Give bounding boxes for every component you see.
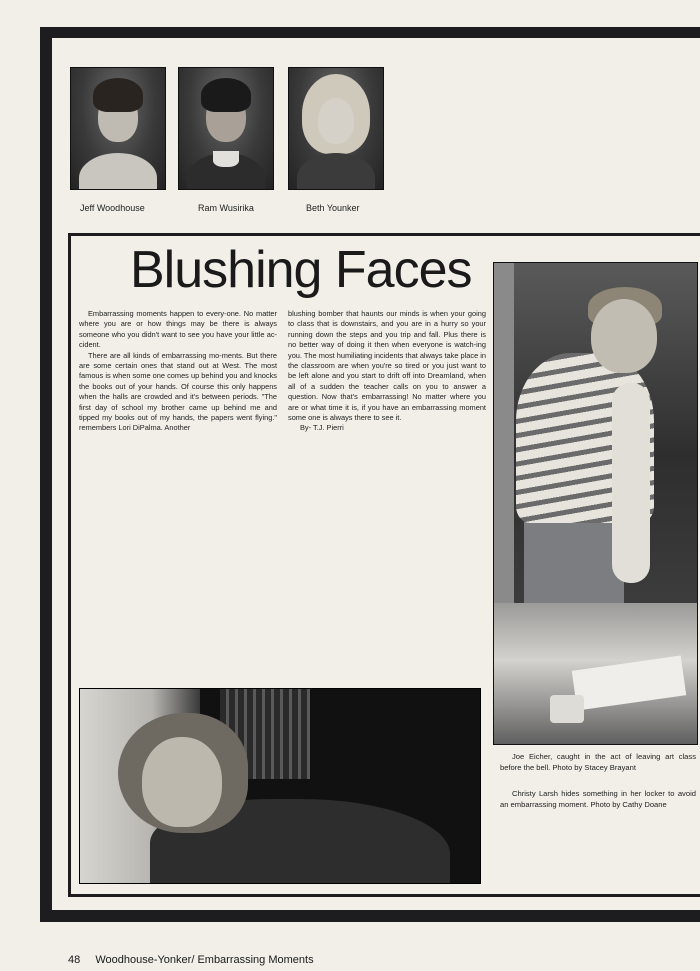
photo-caption: Joe Eicher, caught in the act of leaving art class before the bell. Photo by Stacey Brayant <box>500 752 696 772</box>
portrait-name: Beth Younker <box>306 203 360 213</box>
article-column-1 <box>79 309 277 434</box>
section-title: Woodhouse-Yonker/ Embarrassing Moments <box>95 954 314 966</box>
portrait-name: Jeff Woodhouse <box>80 203 145 213</box>
portrait-photo-3 <box>288 67 384 190</box>
portrait-name: Ram Wusirika <box>198 203 254 213</box>
portrait-photo-1 <box>70 67 166 190</box>
article-paragraph: Embarrassing moments happen to every-one. No matter where you are or how things may be there is always someone who you didn't want to see you have your little ac-cident. <box>79 309 277 350</box>
article-column-2 <box>288 309 486 434</box>
article-headline: Blushing Faces <box>130 241 472 299</box>
article-byline: By- T.J. Pierri <box>300 423 344 433</box>
page-footer <box>68 954 314 966</box>
photo-christy-larsh <box>79 688 481 884</box>
article-paragraph: blushing bomber that haunts our minds is when your going to class that is downstairs, and you are in a hurry so your running down the steps and you trip and fall. Plus there is no better way of doing it then when everyone is watch-ing you. The most humiliating incidents that always take place in the classroom are when you're so tired or you just want to be left alone and you start to drift off into Dreamland, when all of a sudden the teacher calls on you to answer a question. Now that's embarrassing! No matter where you are or what time it is, if you have an embarrassing moment some one is always there to see it. <box>288 309 486 423</box>
page-number: 48 <box>68 954 81 966</box>
portrait-photo-2 <box>178 67 274 190</box>
photo-caption: Christy Larsh hides something in her locker to avoid an embarrassing moment. Photo by Cathy Doane <box>500 789 696 809</box>
photo-joe-eicher <box>493 262 698 745</box>
article-paragraph: There are all kinds of embarrassing mo-ments. But there are some certain ones that stand out at West. The most famous is when some one comes up behind you and knocks the books out of your hands. Of course this only happens when the halls are crowded and it's between periods. "The first day of school my brother came up behind me and tipped my books out of my hands, the papers went flying." remembers Lori DiPalma. Another <box>79 350 277 433</box>
